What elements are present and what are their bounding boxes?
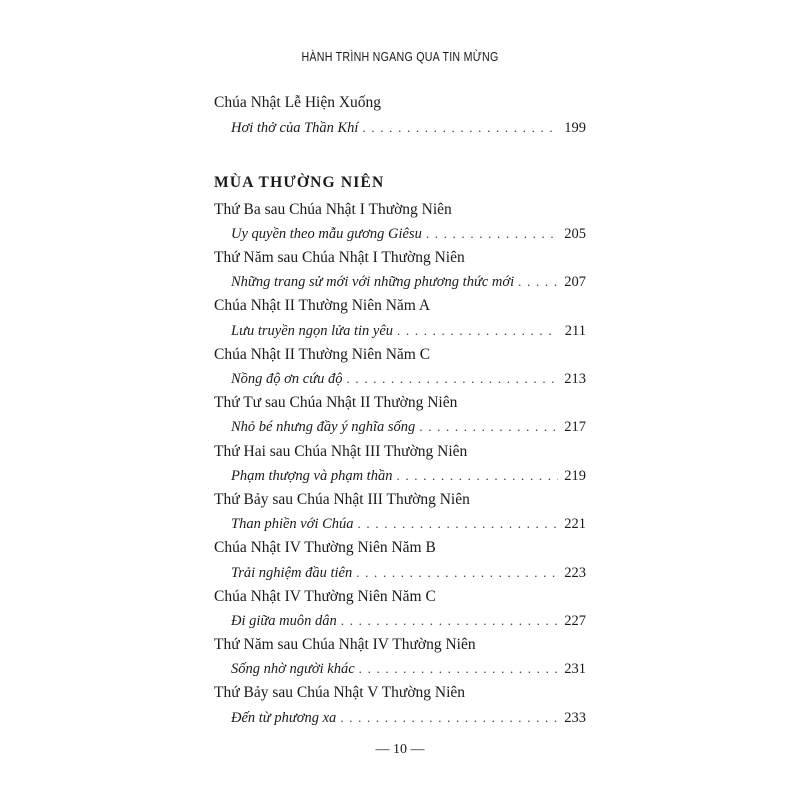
toc-page-number: 223	[564, 564, 586, 581]
toc-entry	[214, 488, 586, 536]
toc-entry-line[interactable]	[214, 512, 586, 536]
toc-entry-title: Chúa Nhật II Thường Niên Năm A	[214, 297, 431, 315]
toc-page-number: 227	[564, 612, 586, 629]
toc-entry-title: Thứ Tư sau Chúa Nhật II Thường Niên	[214, 394, 458, 412]
toc-page-number: 213	[564, 371, 586, 387]
toc-entry	[214, 440, 586, 488]
toc-entry-subtitle: Trải nghiệm đầu tiên	[231, 564, 353, 581]
toc-page-number: 199	[564, 119, 586, 136]
toc-entry-subtitle: Hơi thở của Thần Khí	[231, 119, 359, 136]
toc-entry	[214, 294, 586, 342]
toc-entry-subtitle: Đến từ phương xa	[231, 709, 337, 726]
page-number-footer: — 10 —	[375, 742, 425, 757]
toc-entry-title: Thứ Năm sau Chúa Nhật IV Thường Niên	[214, 636, 476, 654]
toc-page-number: 207	[564, 274, 586, 291]
toc-entry	[214, 391, 586, 439]
toc-entry-line[interactable]	[214, 706, 586, 730]
toc-entry	[214, 536, 586, 584]
running-header: HÀNH TRÌNH NGANG QUA TIN MỪNG	[301, 49, 499, 64]
toc-entry-subtitle: Sống nhờ người khác	[231, 661, 355, 678]
section-title: MÙA THƯỜNG NIÊN	[214, 173, 385, 191]
toc-page-number: 211	[564, 322, 586, 339]
toc-entry-subtitle: Phạm thượng và phạm thần	[231, 467, 393, 484]
toc-page-number: 219	[564, 467, 586, 484]
toc-entry-subtitle: Nhỏ bé nhưng đầy ý nghĩa sống	[231, 419, 416, 436]
toc-entry	[214, 585, 586, 633]
toc-entry-title: Thứ Hai sau Chúa Nhật III Thường Niên	[214, 442, 468, 460]
dot-leader	[358, 512, 558, 536]
toc-entry-line[interactable]	[214, 319, 586, 343]
dot-leader	[359, 657, 558, 681]
toc-entry-line[interactable]	[214, 464, 586, 488]
dot-leader	[396, 464, 558, 488]
toc-page-number: 221	[564, 516, 586, 533]
toc-entry-line[interactable]	[214, 222, 586, 246]
toc-entry	[214, 246, 586, 294]
toc-entry-title: Chúa Nhật Lễ Hiện Xuống	[214, 94, 382, 111]
toc-entry-subtitle: Lưu truyền ngọn lửa tin yêu	[231, 322, 394, 339]
toc-entry-subtitle: Nồng độ ơn cứu độ	[231, 371, 343, 387]
toc-entry-line[interactable]	[214, 116, 586, 140]
toc-entry-line[interactable]	[214, 415, 586, 439]
toc-entry-subtitle: Những trang sử mới với những phương thức mới	[231, 274, 515, 291]
toc-entry	[214, 343, 586, 391]
table-of-contents	[214, 91, 586, 730]
toc-entry	[214, 198, 586, 246]
dot-leader	[419, 415, 558, 439]
toc-entry-pentecost	[214, 91, 586, 140]
toc-entry-title: Thứ Ba sau Chúa Nhật I Thường Niên	[214, 200, 452, 218]
toc-entry-title: Thứ Bảy sau Chúa Nhật V Thường Niên	[214, 684, 466, 702]
dot-leader	[347, 367, 558, 391]
toc-entry-title: Thứ Bảy sau Chúa Nhật III Thường Niên	[214, 490, 470, 508]
toc-entry-subtitle: Đi giữa muôn dân	[231, 612, 337, 629]
dot-leader	[340, 706, 558, 730]
toc-entry-list	[214, 198, 586, 730]
toc-entry-line[interactable]	[214, 270, 586, 294]
toc-page-number: 205	[564, 225, 586, 242]
toc-entry-title: Chúa Nhật IV Thường Niên Năm C	[214, 587, 436, 605]
dot-leader	[426, 222, 558, 246]
toc-entry-line[interactable]	[214, 367, 586, 391]
dot-leader	[397, 319, 558, 343]
toc-entry-line[interactable]	[214, 561, 586, 585]
toc-entry	[214, 681, 586, 729]
toc-entry-title: Chúa Nhật II Thường Niên Năm C	[214, 345, 431, 363]
toc-entry	[214, 633, 586, 681]
dot-leader	[362, 116, 558, 140]
toc-page-number: 231	[564, 661, 586, 678]
dot-leader	[518, 270, 558, 294]
toc-page-number: 233	[564, 709, 586, 726]
toc-entry-subtitle: Than phiền với Chúa	[231, 516, 354, 533]
toc-entry-title: Chúa Nhật IV Thường Niên Năm B	[214, 539, 436, 557]
toc-entry-title: Thứ Năm sau Chúa Nhật I Thường Niên	[214, 249, 465, 267]
toc-entry-subtitle: Uy quyền theo mẫu gương Giêsu	[231, 225, 422, 242]
toc-page-number: 217	[564, 419, 586, 436]
dot-leader	[356, 561, 558, 585]
toc-entry-line[interactable]	[214, 657, 586, 681]
toc-entry-line[interactable]	[214, 609, 586, 633]
dot-leader	[341, 609, 558, 633]
